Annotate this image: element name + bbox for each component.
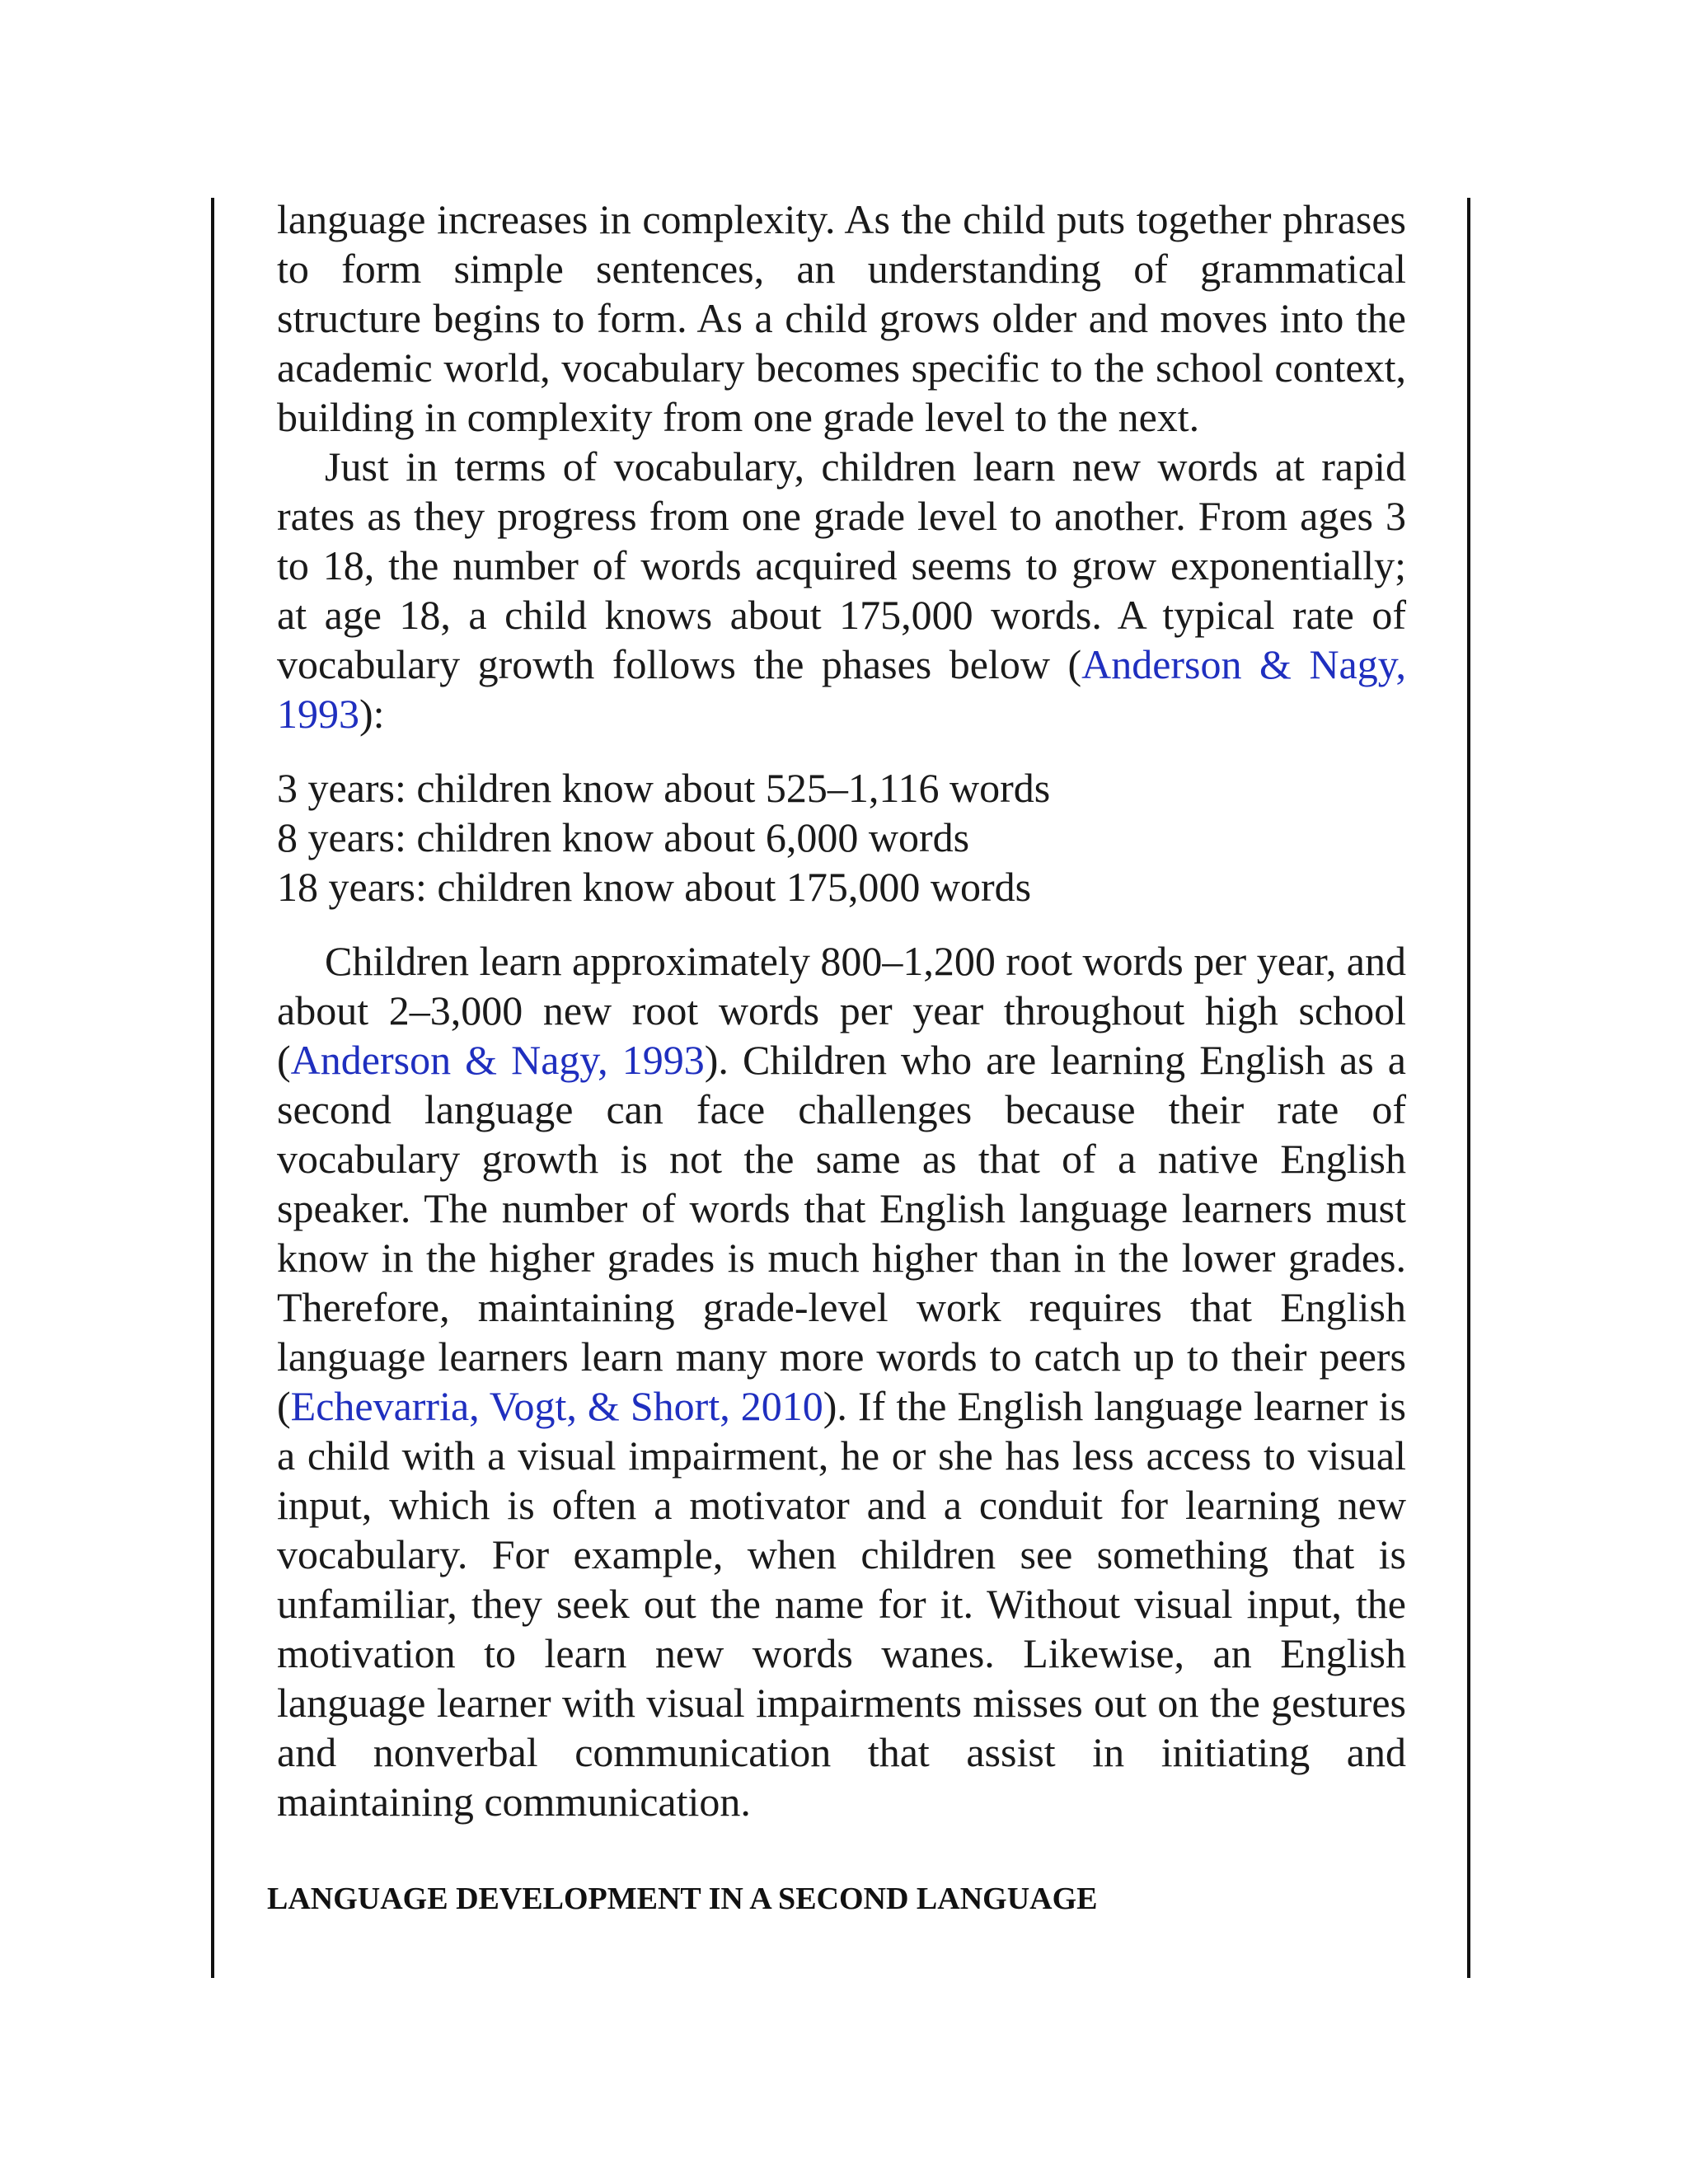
vocabulary-phase-list	[277, 763, 1406, 912]
citation-link-anderson-nagy[interactable]: Anderson & Nagy, 1993	[290, 1037, 705, 1083]
citation-link-echevarria[interactable]: Echevarria, Vogt, & Short, 2010	[290, 1383, 823, 1429]
list-item: 3 years: children know about 525–1,116 words	[277, 765, 1051, 811]
paragraph-1: language increases in complexity. As the child puts together phrases to form simple sentences, an understanding of grammatical structure begins to form. As a child grows older and moves into the academic world, vocabulary becomes specific to the school context, building in complexity from one grade level to the next.	[277, 196, 1406, 440]
paragraph-3	[277, 936, 1406, 1826]
paragraph-2-text-end: ):	[359, 691, 385, 737]
citation-link-anderson-nagy[interactable]: Anderson & Nagy, 1993	[277, 641, 1406, 737]
paragraph-3-text: ). If the English language learner is a child with a visual impairment, he or she has less access to visual input, which is often a motivator and a conduit for learning new vocabulary. For example, when children see something that is unfamiliar, they seek out the name for it. Without visual input, the motivation to learn new words wanes. Likewise, an English language learner with visual impairments misses out on the gestures and nonverbal communication that assist in initiating and maintaining communication.	[277, 1383, 1406, 1825]
right-margin-rule	[1467, 198, 1470, 1978]
page-body	[277, 194, 1406, 1826]
list-item: 18 years: children know about 175,000 words	[277, 864, 1032, 910]
left-margin-rule	[211, 198, 214, 1978]
list-item: 8 years: children know about 6,000 words	[277, 814, 970, 860]
paragraph-3-text: ). Children who are learning English as a second language can face challenges because their rate of vocabulary growth is not the same as that of a native English speaker. The number of words that English language learners must know in the higher grades is much higher than in the lower grades. Therefore, maintaining grade-level work requires that English language learners learn many more words to catch up to their peers (	[277, 1037, 1406, 1429]
paragraph-2	[277, 442, 1406, 738]
paragraph-2-text: Just in terms of vocabulary, children learn new words at rapid rates as they progress from one grade level to another. From ages 3 to 18, the number of words acquired seems to grow exponentially; at age 18, a child knows about 175,000 words. A typical rate of vocabulary growth follows the phases below (	[277, 443, 1406, 687]
paragraph-3-text: Children learn approximately 800–1,200 root words per year, and about 2–3,000 new root words per year throughout high school (	[277, 938, 1406, 1083]
section-heading: LANGUAGE DEVELOPMENT IN A SECOND LANGUAGE	[267, 1882, 1098, 1916]
